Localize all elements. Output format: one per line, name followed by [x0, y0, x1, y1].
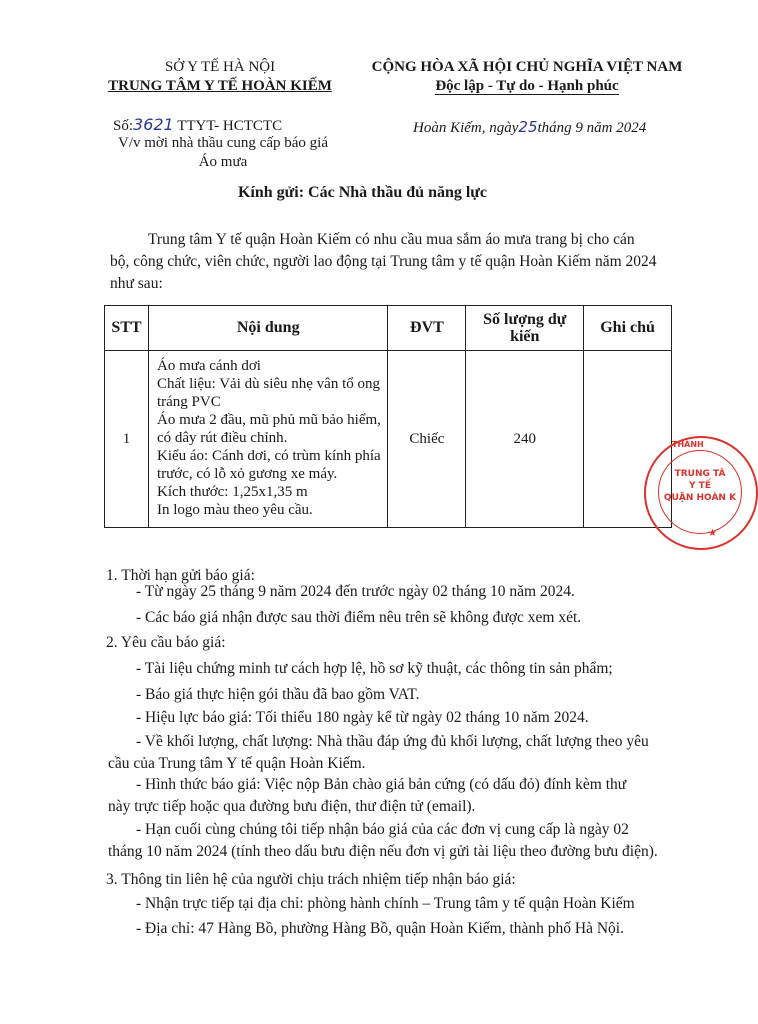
- deadline-line-2: tháng 10 năm 2024 (tính theo dấu bưu điện nếu đơn vị gửi tài liệu theo đường bưu điện).: [108, 843, 658, 860]
- header-right: [352, 58, 702, 96]
- center-name: TRUNG TÂM Y TẾ HOÀN KIẾM: [108, 78, 332, 94]
- desc-line: Áo mưa cánh dơi: [156, 358, 261, 374]
- subject-line-1: V/v mời nhà thầu cung cấp báo giá: [118, 135, 328, 151]
- section-3-item-1: - Nhận trực tiếp tại địa chỉ: phòng hành chính – Trung tâm y tế quận Hoàn Kiếm: [136, 895, 635, 912]
- date-line: [413, 118, 703, 138]
- republic-title: CỘNG HÒA XÃ HỘI CHỦ NGHĨA VIỆT NAM: [371, 59, 683, 75]
- date-suffix: tháng 9 năm 2024: [537, 120, 647, 136]
- row-unit: Chiếc: [388, 351, 466, 528]
- agency-name: SỞ Y TẾ HÀ NỘI: [164, 59, 276, 75]
- desc-line: trước, có lỗ xỏ gương xe máy.: [156, 466, 338, 482]
- motto-text: Độc lập - Tự do - Hạnh phúc: [435, 78, 619, 94]
- desc-line: Kích thước: 1,25x1,35 m: [156, 484, 308, 500]
- section-2-heading: 2. Yêu cầu báo giá:: [106, 634, 226, 651]
- desc-line: Áo mưa 2 đầu, mũ phủ mũ bảo hiểm,: [156, 412, 381, 428]
- seal-line-3: QUẬN HOÀN K: [663, 493, 737, 503]
- number-prefix: Số:: [113, 118, 134, 134]
- row-quantity: 240: [466, 351, 584, 528]
- deadline-paragraph: [108, 819, 708, 863]
- seal-center: [660, 468, 740, 504]
- motto: [352, 77, 702, 96]
- seal-star-icon: ★: [708, 528, 717, 539]
- table-row: [105, 351, 672, 528]
- volume-line-2: cầu của Trung tâm Y tế quận Hoàn Kiếm.: [108, 755, 366, 772]
- intro-line-2: bộ, công chức, viên chức, người lao động tại Trung tâm y tế quận Hoàn Kiếm năm 2024: [110, 253, 657, 270]
- desc-line: có dây rút điều chỉnh.: [156, 430, 288, 446]
- red-seal: [644, 436, 758, 550]
- subject: [93, 134, 353, 172]
- volume-quality-paragraph: [108, 731, 688, 775]
- intro-line-1: Trung tâm Y tế quận Hoàn Kiếm có nhu cầu mua sắm áo mưa trang bị cho cán: [148, 231, 635, 248]
- date-prefix: Hoàn Kiếm, ngày: [413, 120, 519, 136]
- desc-line: In logo màu theo yêu cầu.: [156, 502, 313, 518]
- form-line-1: - Hình thức báo giá: Việc nộp Bản chào giá bản cứng (có dấu đỏ) đính kèm thư: [136, 776, 627, 793]
- section-1-item-1: - Từ ngày 25 tháng 9 năm 2024 đến trước ngày 02 tháng 10 năm 2024.: [136, 583, 575, 600]
- header-quantity-line-1: Số lượng dự: [483, 311, 567, 328]
- subject-line-2: Áo mưa: [198, 154, 248, 170]
- seal-line-2: Y TẾ: [689, 481, 711, 491]
- section-3-item-2: - Địa chỉ: 47 Hàng Bồ, phường Hàng Bồ, quận Hoàn Kiếm, thành phố Hà Nội.: [136, 920, 624, 937]
- salutation: Kính gửi: Các Nhà thầu đủ năng lực: [237, 184, 488, 201]
- intro-line-3: như sau:: [110, 275, 163, 292]
- row-stt: 1: [105, 351, 149, 528]
- number-suffix: TTYT- HCTCTC: [177, 118, 283, 134]
- table-header-row: [105, 306, 672, 351]
- form-line-2: này trực tiếp hoặc qua đường bưu điện, thư điện tử (email).: [108, 798, 476, 815]
- section-2-item-3: - Hiệu lực báo giá: Tối thiểu 180 ngày kể từ ngày 02 tháng 10 năm 2024.: [136, 709, 589, 726]
- section-1-heading: 1. Thời hạn gửi báo giá:: [106, 567, 255, 584]
- header-left: [100, 58, 340, 96]
- quote-form-paragraph: [108, 774, 688, 818]
- deadline-line-1: - Hạn cuối cùng chúng tôi tiếp nhận báo giá của các đơn vị cung cấp là ngày 02: [136, 821, 629, 838]
- volume-line-1: - Về khối lượng, chất lượng: Nhà thầu đáp ứng đủ khối lượng, chất lượng theo yêu: [136, 733, 649, 750]
- handwritten-day: 25: [518, 118, 538, 136]
- seal-ring-text: THÀNH: [672, 440, 704, 449]
- section-1-item-2: - Các báo giá nhận được sau thời điểm nêu trên sẽ không được xem xét.: [136, 609, 582, 626]
- row-description: [148, 351, 387, 528]
- desc-line: tráng PVC: [156, 394, 221, 410]
- header-stt: STT: [105, 306, 149, 351]
- handwritten-number: 3621: [133, 115, 174, 134]
- goods-table: [104, 305, 672, 528]
- header-unit: ĐVT: [388, 306, 466, 351]
- header-content: Nội dung: [148, 306, 387, 351]
- intro-paragraph: [110, 229, 690, 295]
- seal-line-1: TRUNG TÂ: [674, 469, 726, 479]
- desc-line: Kiểu áo: Cánh dơi, có trùm kính phía: [156, 448, 381, 464]
- section-3-heading: 3. Thông tin liên hệ của người chịu trách nhiệm tiếp nhận báo giá:: [106, 871, 516, 888]
- header-note: Ghi chú: [584, 306, 672, 351]
- document-number: [113, 115, 353, 136]
- header-quantity-line-2: kiến: [510, 328, 540, 345]
- section-2-item-2: - Báo giá thực hiện gói thầu đã bao gồm VAT.: [136, 686, 420, 703]
- desc-line: Chất liệu: Vải dù siêu nhẹ vân tổ ong: [156, 376, 381, 392]
- header-quantity: [466, 306, 584, 351]
- section-2-item-1: - Tài liệu chứng minh tư cách hợp lệ, hồ sơ kỹ thuật, các thông tin sản phẩm;: [136, 660, 613, 677]
